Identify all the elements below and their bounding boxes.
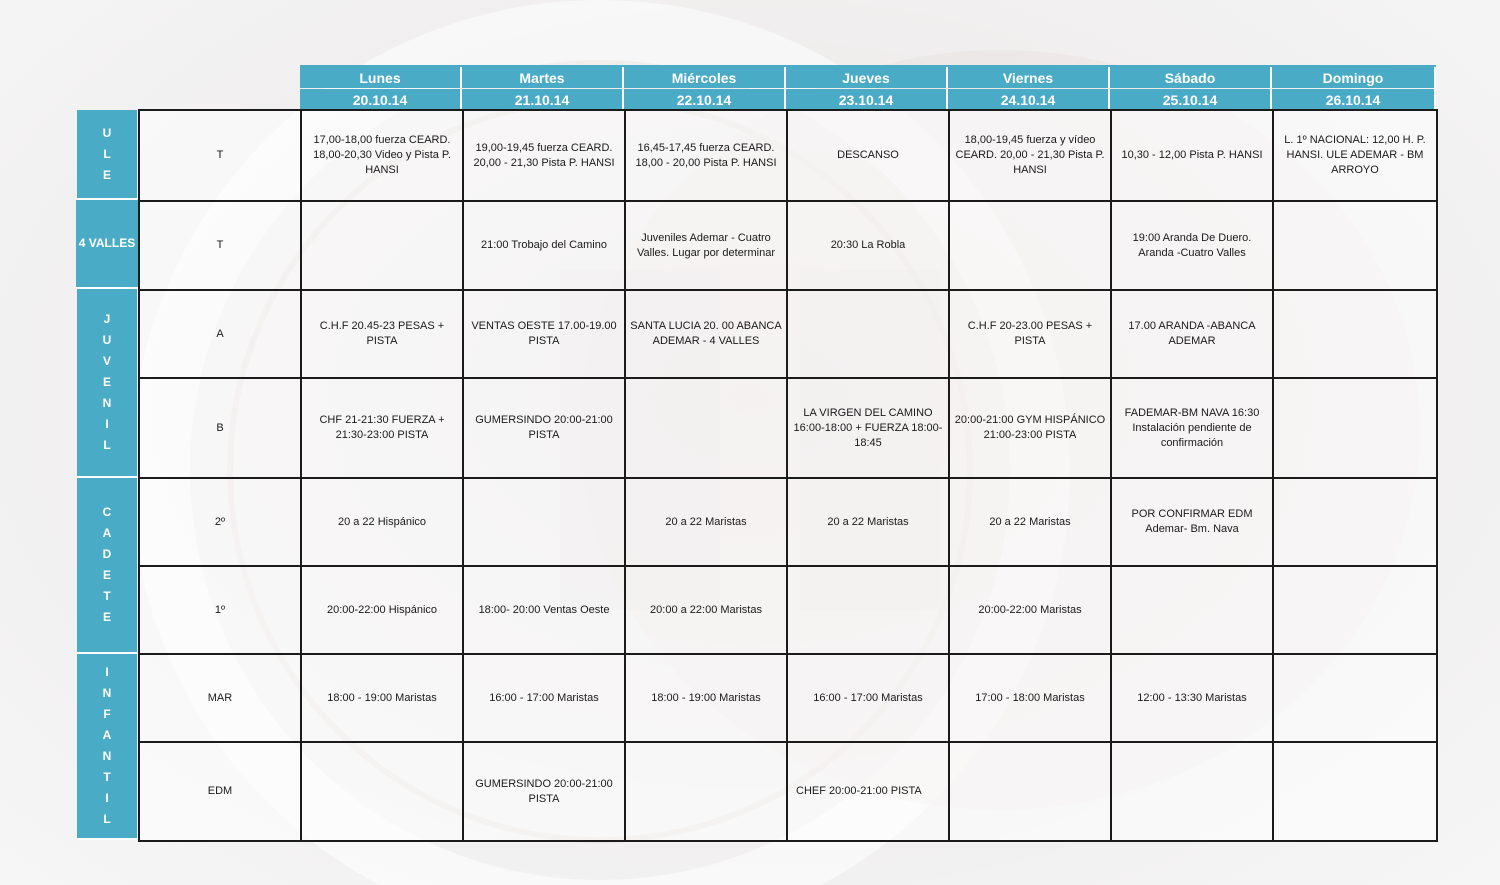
day-header: Domingo [1272,67,1436,88]
category-letter: T [103,589,111,603]
schedule-cell [949,201,1111,290]
schedule-cell: 17,00-18,00 fuerza CEARD. 18,00-20,30 Video y Pista P. HANSI [301,110,463,201]
category-letter: J [103,312,111,326]
category-letter: L [103,438,111,452]
schedule-cell [787,290,949,378]
category-letter: U [102,333,112,347]
level-cell: MAR [139,654,301,742]
category-letter: F [103,707,111,721]
schedule-cell [301,201,463,290]
schedule-cell: SANTA LUCIA 20. 00 ABANCA ADEMAR - 4 VALLES [625,290,787,378]
table-row [139,110,1437,201]
schedule-cell: 10,30 - 12,00 Pista P. HANSI [1111,110,1273,201]
schedule-cell [1273,290,1437,378]
category-letter: E [102,375,111,389]
category-letter: L [103,146,111,161]
level-cell: EDM [139,742,301,841]
category-letter: T [103,770,111,784]
category-letter: A [102,526,112,540]
schedule-cell [1273,201,1437,290]
schedule-cell: LA VIRGEN DEL CAMINO 16:00-18:00 + FUERZA 18:00-18:45 [787,378,949,478]
schedule-cell [1273,654,1437,742]
schedule-cell: 16:00 - 17:00 Maristas [463,654,625,742]
day-header: Martes [462,67,624,88]
table-row [139,654,1437,742]
schedule-cell [1273,566,1437,654]
category-letter: D [102,547,112,561]
schedule-cell: 20 a 22 Maristas [625,478,787,566]
category-letter: I [105,417,109,431]
table-row [139,478,1437,566]
schedule-cell [625,742,787,841]
schedule-cell: Juveniles Ademar - Cuatro Valles. Lugar por determinar [625,201,787,290]
schedule-cell: 18,00-19,45 fuerza y vídeo CEARD. 20,00 - 21,30 Pista P. HANSI [949,110,1111,201]
date-header: 23.10.14 [786,89,948,110]
schedule-cell: 18:00- 20:00 Ventas Oeste [463,566,625,654]
category-letter: C [102,505,112,519]
schedule-cell: VENTAS OESTE 17.00-19.00 PISTA [463,290,625,378]
day-header: Sábado [1110,67,1272,88]
schedule-cell: GUMERSINDO 20:00-21:00 PISTA [463,378,625,478]
day-header: Viernes [948,67,1110,88]
schedule-cell: 18:00 - 19:00 Maristas [625,654,787,742]
schedule-cell [949,742,1111,841]
schedule-cell [1111,566,1273,654]
schedule-cell [1273,478,1437,566]
level-cell: A [139,290,301,378]
category-letter: L [103,812,111,826]
schedule-cell [625,378,787,478]
category-label [77,110,137,200]
category-label [77,654,137,840]
date-header: 20.10.14 [300,89,462,110]
category-letter: E [102,568,111,582]
schedule-cell: 12:00 - 13:30 Maristas [1111,654,1273,742]
schedule-cell: GUMERSINDO 20:00-21:00 PISTA [463,742,625,841]
category-letter: 4 VALLES [78,236,136,250]
schedule-cell [463,478,625,566]
table-row [139,742,1437,841]
schedule-cell [1273,378,1437,478]
category-letter: A [102,728,112,742]
category-label [77,478,137,654]
schedule-cell [787,566,949,654]
date-header: 22.10.14 [624,89,786,110]
schedule-cell: 20 a 22 Maristas [787,478,949,566]
level-cell: T [139,110,301,201]
schedule-cell: 16:00 - 17:00 Maristas [787,654,949,742]
schedule-cell [1273,742,1437,841]
schedule-cell: 18:00 - 19:00 Maristas [301,654,463,742]
schedule-cell [1111,742,1273,841]
category-letter: N [102,749,112,763]
schedule-cell: 20:00 a 22:00 Maristas [625,566,787,654]
schedule-cell: 20:00-22:00 Maristas [949,566,1111,654]
category-letter: E [102,610,111,624]
category-letter: I [105,665,109,679]
date-header: 21.10.14 [462,89,624,110]
schedule-table [138,109,1438,842]
schedule-cell: 20:30 La Robla [787,201,949,290]
schedule-cell: POR CONFIRMAR EDM Ademar- Bm. Nava [1111,478,1273,566]
table-row [139,566,1437,654]
level-cell: T [139,201,301,290]
schedule-cell: 17.00 ARANDA -ABANCA ADEMAR [1111,290,1273,378]
schedule-cell: FADEMAR-BM NAVA 16:30 Instalación pendiente de confirmación [1111,378,1273,478]
level-cell: B [139,378,301,478]
category-label [76,200,138,289]
schedule-cell: CHEF 20:00-21:00 PISTA [787,742,949,841]
date-header: 25.10.14 [1110,89,1272,110]
table-row [139,201,1437,290]
day-header: Lunes [300,67,462,88]
schedule-cell: C.H.F 20-23.00 PESAS + PISTA [949,290,1111,378]
schedule-cell [301,742,463,841]
category-letter: I [105,791,109,805]
schedule-cell: L. 1º NACIONAL: 12,00 H. P. HANSI. ULE ADEMAR - BM ARROYO [1273,110,1437,201]
schedule-cell: DESCANSO [787,110,949,201]
category-letter: E [102,167,111,182]
category-label [77,289,137,478]
schedule-cell: 19:00 Aranda De Duero. Aranda -Cuatro Valles [1111,201,1273,290]
schedule-cell: 19,00-19,45 fuerza CEARD. 20,00 - 21,30 Pista P. HANSI [463,110,625,201]
category-letter: V [102,354,111,368]
category-letter: U [102,125,112,140]
category-letter: N [102,396,112,410]
schedule-cell: 21:00 Trobajo del Camino [463,201,625,290]
schedule-cell: 20 a 22 Maristas [949,478,1111,566]
schedule-cell: C.H.F 20.45-23 PESAS + PISTA [301,290,463,378]
table-row [139,290,1437,378]
level-cell: 1º [139,566,301,654]
schedule-cell: 16,45-17,45 fuerza CEARD. 18,00 - 20,00 Pista P. HANSI [625,110,787,201]
table-row [139,378,1437,478]
schedule-cell: 20 a 22 Hispánico [301,478,463,566]
date-header: 24.10.14 [948,89,1110,110]
schedule-cell: 17:00 - 18:00 Maristas [949,654,1111,742]
day-header: Jueves [786,67,948,88]
category-letter: N [102,686,112,700]
level-cell: 2º [139,478,301,566]
day-header: Miércoles [624,67,786,88]
schedule-cell: 20:00-21:00 GYM HISPÁNICO 21:00-23:00 PISTA [949,378,1111,478]
schedule-cell: CHF 21-21:30 FUERZA + 21:30-23:00 PISTA [301,378,463,478]
schedule-cell: 20:00-22:00 Hispánico [301,566,463,654]
date-header: 26.10.14 [1272,89,1436,110]
